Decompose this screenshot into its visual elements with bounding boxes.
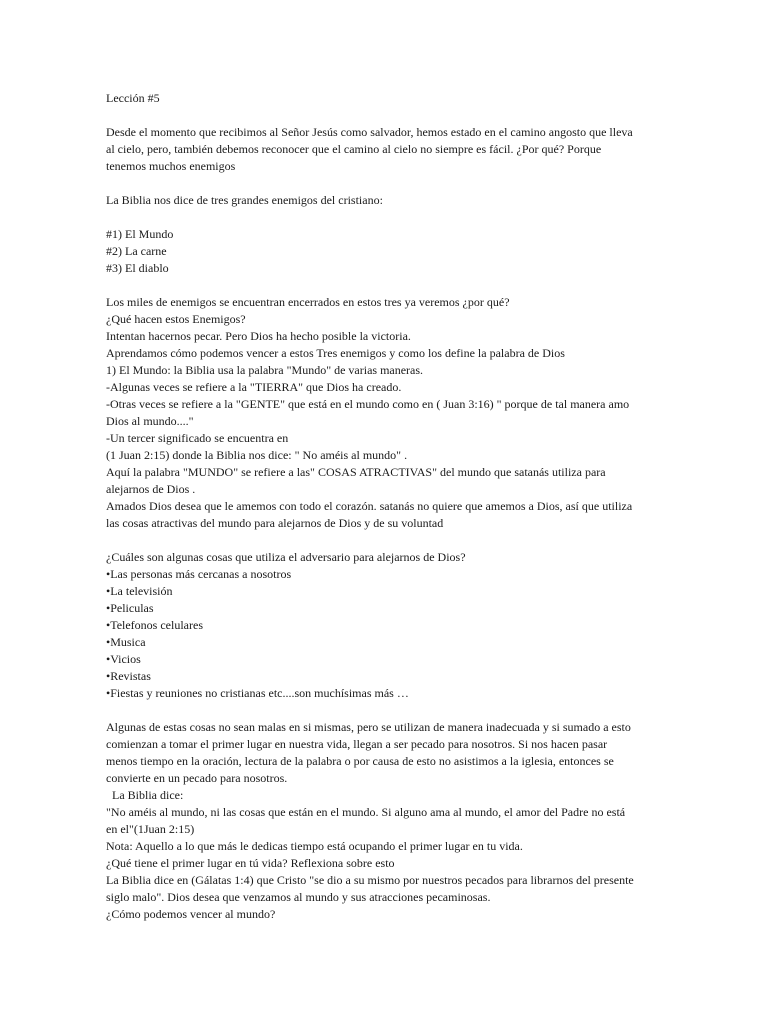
text-line: -Otras veces se refiere a la "GENTE" que está en el mundo como en ( Juan 3:16) " porque de tal manera amo: [106, 397, 630, 411]
bullet-item: •Vicios: [106, 652, 141, 666]
lesson-title: Lección #5: [106, 91, 160, 105]
text-line: alejarnos de Dios .: [106, 482, 196, 496]
bullet-item: •La televisión: [106, 584, 173, 598]
intro-line: Desde el momento que recibimos al Señor Jesús como salvador, hemos estado en el camino angosto que lleva: [106, 125, 633, 139]
text-line: Aquí la palabra "MUNDO" se refiere a las" COSAS ATRACTIVAS" del mundo que satanás utiliza para: [106, 465, 606, 479]
intro-line: al cielo, pero, también debemos reconocer que el camino al cielo no siempre es fácil. ¿Por qué? Porque: [106, 142, 602, 156]
text-line: Algunas de estas cosas no sean malas en si mismas, pero se utilizan de manera inadecuada y si sumado a esto: [106, 720, 631, 734]
bullet-item: •Fiestas y reuniones no cristianas etc....son muchísimas más …: [106, 686, 409, 700]
intro-line: tenemos muchos enemigos: [106, 159, 236, 173]
enemy-item: #1) El Mundo: [106, 227, 174, 241]
text-line: las cosas atractivas del mundo para alejarnos de Dios y de su voluntad: [106, 516, 444, 530]
bullet-item: •Telefonos celulares: [106, 618, 203, 632]
text-line: (1 Juan 2:15) donde la Biblia nos dice: " No améis al mundo" .: [106, 448, 408, 462]
text-line: Aprendamos cómo podemos vencer a estos Tres enemigos y como los define la palabra de Dios: [106, 346, 565, 360]
things-list: [106, 566, 666, 702]
bullet-item: •Revistas: [106, 669, 151, 683]
text-line: comienzan a tomar el primer lugar en nuestra vida, llegan a ser pecado para nosotros. Si nos hacen pasar: [106, 737, 608, 751]
intro-paragraph: [106, 124, 666, 175]
spacer: [106, 277, 666, 294]
text-line: Intentan hacernos pecar. Pero Dios ha hecho posible la victoria.: [106, 329, 411, 343]
bullet-item: •Peliculas: [106, 601, 154, 615]
text-line: ¿Qué hacen estos Enemigos?: [106, 312, 246, 326]
text-line: menos tiempo en la oración, lectura de la palabra o por causa de esto no asistimos a la iglesia, entonces se: [106, 754, 614, 768]
text-line: -Algunas veces se refiere a la "TIERRA" que Dios ha creado.: [106, 380, 402, 394]
enemy-item: #3) El diablo: [106, 261, 169, 275]
text-line: ¿Cómo podemos vencer al mundo?: [106, 907, 276, 921]
text-line: La Biblia dice en (Gálatas 1:4) que Cristo "se dio a su mismo por nuestros pecados para librarnos del presente: [106, 873, 634, 887]
enemies-list: [106, 226, 666, 277]
spacer: [106, 107, 666, 124]
spacer: [106, 702, 666, 719]
world-explanation: [106, 294, 666, 532]
bullet-item: •Las personas más cercanas a nosotros: [106, 567, 292, 581]
text-line: siglo malo". Dios desea que venzamos al mundo y sus atracciones pecaminosas.: [106, 890, 491, 904]
things-heading: ¿Cuáles son algunas cosas que utiliza el adversario para alejarnos de Dios?: [106, 550, 466, 564]
text-line: "No améis al mundo, ni las cosas que están en el mundo. Si alguno ama al mundo, el amor del Padre no está: [106, 805, 626, 819]
document-page: [106, 90, 666, 923]
text-line: 1) El Mundo: la Biblia usa la palabra "Mundo" de varias maneras.: [106, 363, 424, 377]
text-line: Nota: Aquello a lo que más le dedicas tiempo está ocupando el primer lugar en tu vida.: [106, 839, 523, 853]
usage-paragraph: [106, 719, 666, 787]
spacer: [106, 209, 666, 226]
spacer: [106, 532, 666, 549]
text-line: convierte en un pecado para nosotros.: [106, 771, 288, 785]
text-line: Amados Dios desea que le amemos con todo el corazón. satanás no quiere que amemos a Dios, así que utiliza: [106, 499, 633, 513]
closing-paragraph: [106, 804, 666, 923]
enemies-heading: La Biblia nos dice de tres grandes enemigos del cristiano:: [106, 193, 383, 207]
text-line: Dios al mundo....": [106, 414, 194, 428]
text-line: ¿Qué tiene el primer lugar en tú vida? Reflexiona sobre esto: [106, 856, 395, 870]
spacer: [106, 175, 666, 192]
bullet-item: •Musica: [106, 635, 146, 649]
bible-says-label: La Biblia dice:: [112, 788, 184, 802]
text-line: en el"(1Juan 2:15): [106, 822, 195, 836]
text-line: -Un tercer significado se encuentra en: [106, 431, 289, 445]
enemy-item: #2) La carne: [106, 244, 167, 258]
text-line: Los miles de enemigos se encuentran encerrados en estos tres ya veremos ¿por qué?: [106, 295, 510, 309]
